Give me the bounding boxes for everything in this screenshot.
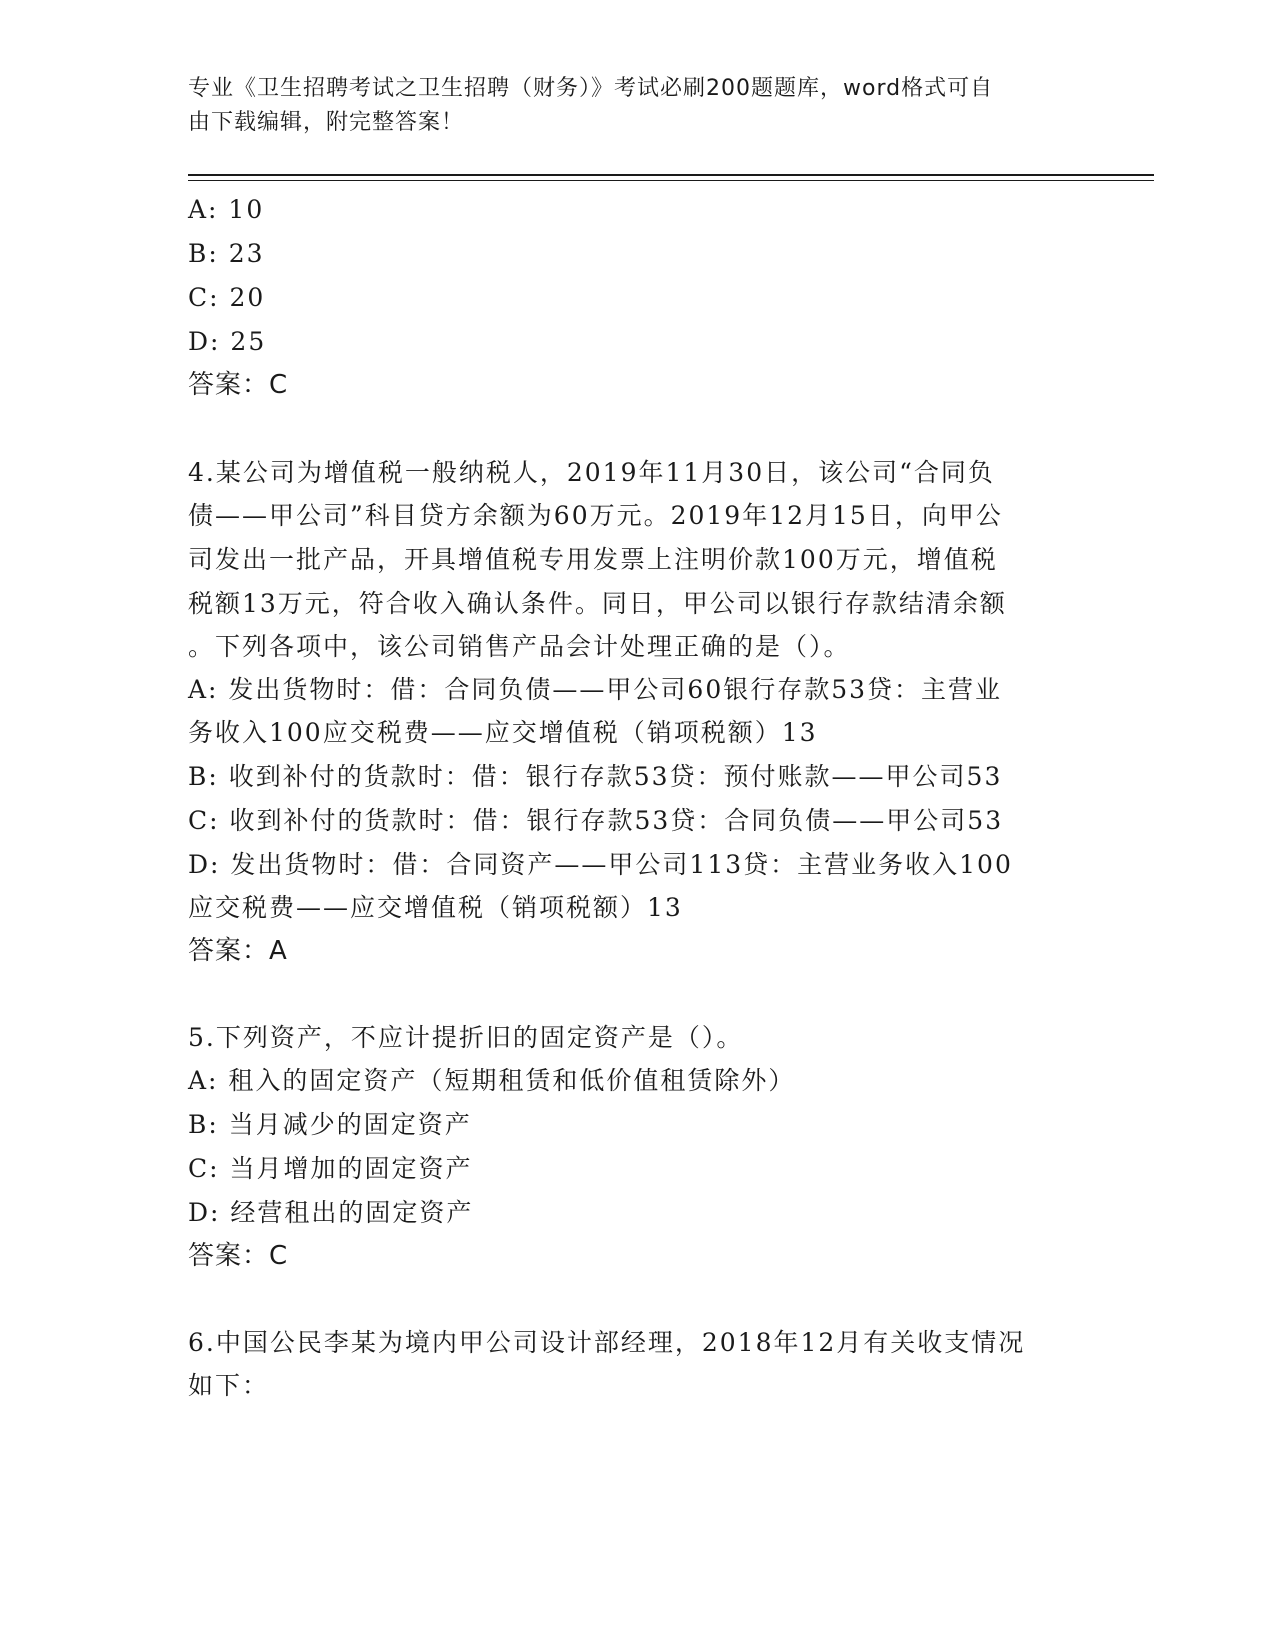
q3-option-b: B: 23 — [188, 239, 265, 268]
header-line: 专业《卫生招聘考试之卫生招聘（财务）》考试必刷200题题库，word格式可自 — [188, 76, 994, 101]
q4-option-c: C: 收到补付的货款时：借：银行存款53贷：合同负债——甲公司53 — [188, 806, 1004, 835]
q3-answer: 答案：C — [188, 370, 289, 400]
q4-stem-line: 。下列各项中，该公司销售产品会计处理正确的是（）。 — [188, 632, 851, 661]
q4-stem-line: 税额13万元，符合收入确认条件。同日，甲公司以银行存款结清余额 — [188, 589, 1007, 618]
q5-option-d: D: 经营租出的固定资产 — [188, 1198, 474, 1227]
header-line: 由下载编辑，附完整答案！ — [188, 110, 465, 135]
q4-answer: 答案：A — [188, 936, 288, 966]
q4-stem-line: 司发出一批产品，开具增值税专用发票上注明价款100万元，增值税 — [188, 545, 998, 574]
q5-option-b: B: 当月减少的固定资产 — [188, 1110, 472, 1139]
q3-option-a: A: 10 — [188, 195, 265, 224]
header-divider — [188, 174, 1154, 176]
q5-answer: 答案：C — [188, 1241, 289, 1271]
q4-option-b: B: 收到补付的货款时：借：银行存款53贷：预付账款——甲公司53 — [188, 762, 1003, 791]
header-divider-thin — [188, 180, 1154, 181]
q5-stem: 5.下列资产，不应计提折旧的固定资产是（）。 — [188, 1023, 744, 1052]
q4-option-a-cont: 务收入100应交税费——应交增值税（销项税额）13 — [188, 718, 818, 747]
page-header — [188, 72, 1068, 140]
q4-option-d-cont: 应交税费——应交增值税（销项税额）13 — [188, 893, 683, 922]
q5-option-c: C: 当月增加的固定资产 — [188, 1154, 473, 1183]
q3-option-c: C: 20 — [188, 283, 266, 312]
q4-option-d: D: 发出货物时：借：合同资产——甲公司113贷：主营业务收入100 — [188, 850, 1013, 879]
q4-option-a: A: 发出货物时：借：合同负债——甲公司60银行存款53贷：主营业 — [188, 675, 1003, 704]
q4-stem-line: 债——甲公司”科目贷方余额为60万元。2019年12月15日，向甲公 — [188, 501, 1003, 530]
q4-stem-line: 4.某公司为增值税一般纳税人，2019年11月30日，该公司“合同负 — [188, 458, 995, 487]
q3-option-d: D: 25 — [188, 327, 267, 356]
q6-stem-line: 如下： — [188, 1371, 270, 1400]
q5-option-a: A: 租入的固定资产（短期租赁和低价值租赁除外） — [188, 1066, 796, 1095]
q6-stem-line: 6.中国公民李某为境内甲公司设计部经理，2018年12月有关收支情况 — [188, 1328, 1026, 1357]
